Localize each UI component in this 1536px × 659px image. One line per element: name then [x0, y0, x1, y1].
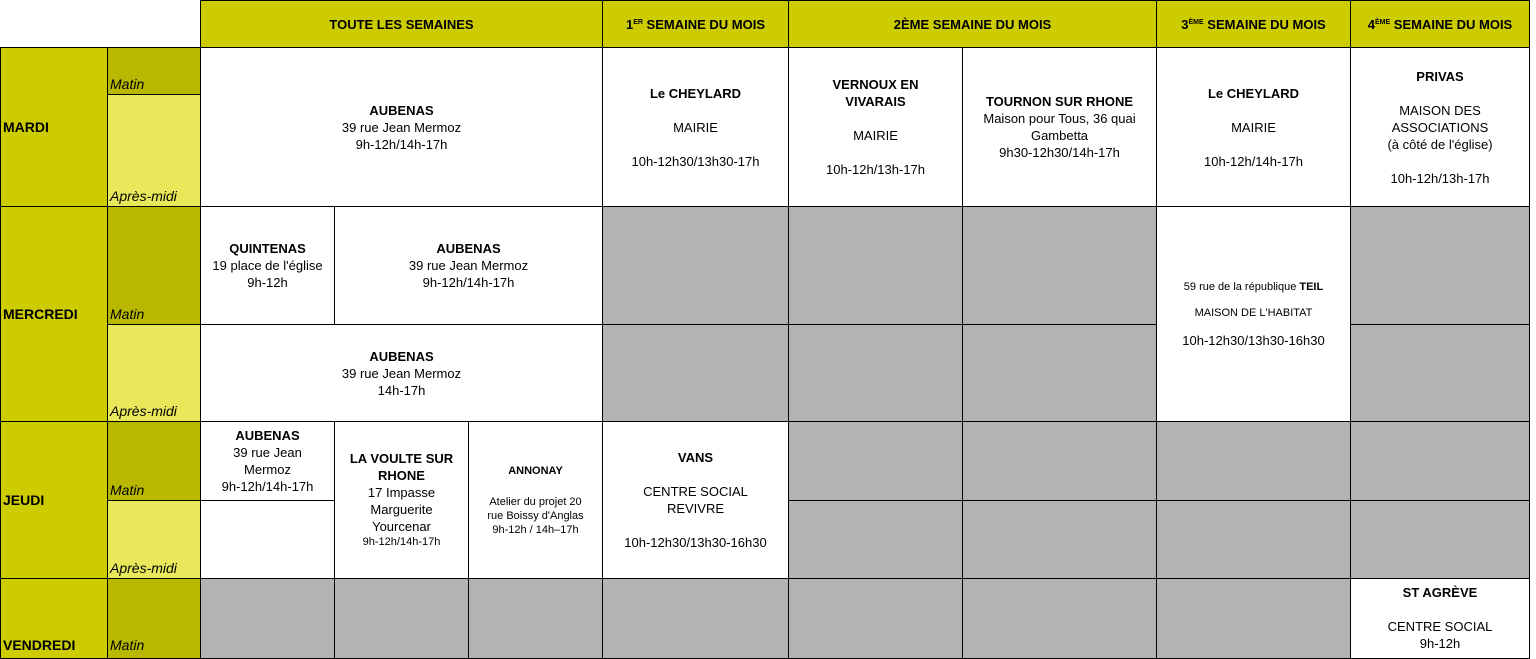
- empty-cell: [200, 578, 335, 659]
- empty-cell: [788, 578, 963, 659]
- mardi-semaine2-vernoux-cell: VERNOUX EN VIVARAIS MAIRIE 10h-12h/13h-17h: [788, 47, 963, 207]
- empty-cell: [1350, 421, 1530, 501]
- mercredi-semaine3-teil-cell: 59 rue de la république TEIL MAISON DE L'HABITAT 10h-12h30/13h30-16h30: [1156, 206, 1351, 422]
- empty-cell: [962, 421, 1157, 501]
- empty-cell: [962, 324, 1157, 422]
- period-vendredi-matin: Matin: [107, 578, 201, 659]
- period-mercredi-matin: Matin: [107, 206, 201, 325]
- day-vendredi: VENDREDI: [0, 578, 108, 659]
- jeudi-aubenas-cell: AUBENAS 39 rue Jean Mermoz 9h-12h/14h-17h: [200, 421, 335, 501]
- empty-cell: [788, 421, 963, 501]
- mardi-semaine4-cell: PRIVAS MAISON DES ASSOCIATIONS (à côté de l'église) 10h-12h/13h-17h: [1350, 47, 1530, 207]
- empty-cell: [788, 324, 963, 422]
- mardi-semaine1-cell: Le CHEYLARD MAIRIE 10h-12h30/13h30-17h: [602, 47, 789, 207]
- empty-cell: [962, 500, 1157, 579]
- empty-cell: [1156, 500, 1351, 579]
- empty-cell: [962, 578, 1157, 659]
- jeudi-la-voulte-cell: LA VOULTE SUR RHONE 17 Impasse Marguerite Yourcenar 9h-12h/14h-17h: [334, 421, 469, 579]
- empty-cell: [788, 500, 963, 579]
- header-semaine-1: 1ER SEMAINE DU MOIS: [602, 0, 789, 48]
- header-semaine-2: 2ÈME SEMAINE DU MOIS: [788, 0, 1157, 48]
- mercredi-aubenas-matin-cell: AUBENAS 39 rue Jean Mermoz 9h-12h/14h-17h: [334, 206, 603, 325]
- empty-cell: [602, 324, 789, 422]
- empty-cell: [602, 206, 789, 325]
- mardi-aubenas-cell: AUBENAS 39 rue Jean Mermoz 9h-12h/14h-17h: [200, 47, 603, 207]
- day-mardi: MARDI: [0, 47, 108, 207]
- empty-cell: [962, 206, 1157, 325]
- mardi-semaine2-tournon-cell: TOURNON SUR RHONE Maison pour Tous, 36 quai Gambetta 9h30-12h30/14h-17h: [962, 47, 1157, 207]
- period-mardi-matin: Matin: [107, 47, 201, 95]
- empty-cell: [788, 206, 963, 325]
- period-mercredi-apres-midi: Après-midi: [107, 324, 201, 422]
- header-toutes-semaines: TOUTE LES SEMAINES: [200, 0, 603, 48]
- vendredi-semaine4-st-agreve-cell: ST AGRÈVE CENTRE SOCIAL 9h-12h: [1350, 578, 1530, 659]
- header-semaine-3: 3ÈME SEMAINE DU MOIS: [1156, 0, 1351, 48]
- empty-cell: [334, 578, 469, 659]
- empty-cell: [200, 500, 335, 579]
- day-mercredi: MERCREDI: [0, 206, 108, 422]
- jeudi-annonay-cell: ANNONAY Atelier du projet 20 rue Boissy d'Anglas 9h-12h / 14h–17h: [468, 421, 603, 579]
- empty-cell: [1350, 206, 1530, 325]
- empty-cell: [1156, 578, 1351, 659]
- period-mardi-apres-midi: Après-midi: [107, 94, 201, 207]
- empty-cell: [1156, 421, 1351, 501]
- empty-cell: [468, 578, 603, 659]
- mercredi-aubenas-apres-midi-cell: AUBENAS 39 rue Jean Mermoz 14h-17h: [200, 324, 603, 422]
- header-semaine-4: 4ÈME SEMAINE DU MOIS: [1350, 0, 1530, 48]
- empty-cell: [1350, 324, 1530, 422]
- empty-cell: [1350, 500, 1530, 579]
- empty-cell: [602, 578, 789, 659]
- day-jeudi: JEUDI: [0, 421, 108, 579]
- period-jeudi-matin: Matin: [107, 421, 201, 501]
- mercredi-quintenas-cell: QUINTENAS 19 place de l'église 9h-12h: [200, 206, 335, 325]
- mardi-semaine3-cell: Le CHEYLARD MAIRIE 10h-12h/14h-17h: [1156, 47, 1351, 207]
- jeudi-semaine1-vans-cell: VANS CENTRE SOCIAL REVIVRE 10h-12h30/13h30-16h30: [602, 421, 789, 579]
- period-jeudi-apres-midi: Après-midi: [107, 500, 201, 579]
